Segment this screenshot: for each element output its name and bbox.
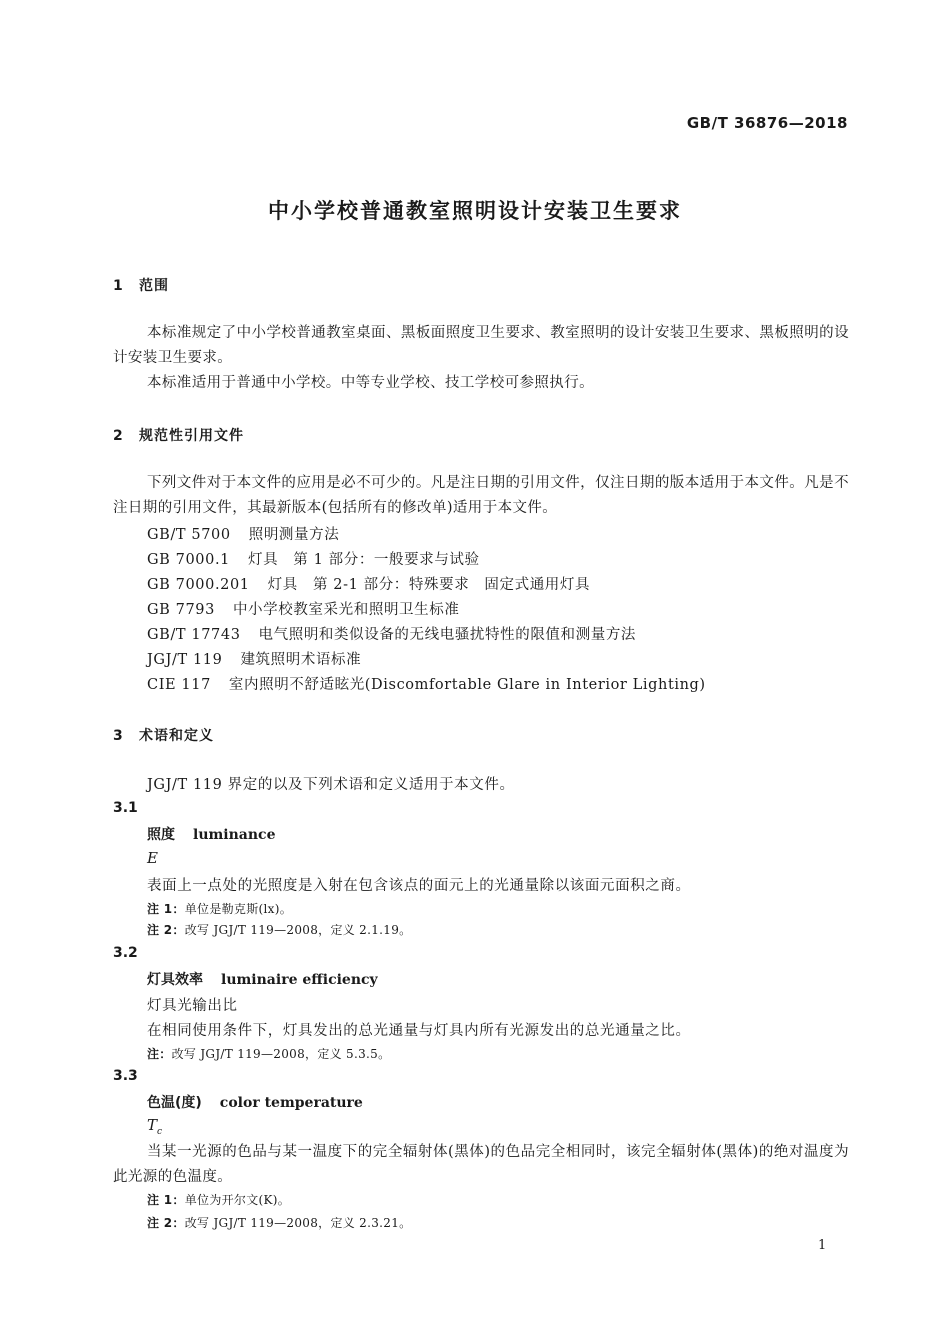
term-heading <box>147 1092 363 1112</box>
section-2-heading <box>113 425 244 445</box>
note <box>147 1191 290 1208</box>
term-english: luminaire efficiency <box>221 972 378 988</box>
term-number: 3.3 <box>113 1068 138 1084</box>
term-chinese: 灯具效率 <box>147 972 203 988</box>
reference-title: 室内照明不舒适眩光(Discomfortable Glare in Interior Lighting) <box>228 677 706 693</box>
section-3-heading <box>113 725 214 745</box>
section-1-paragraph: 本标准规定了中小学校普通教室桌面、黑板面照度卫生要求、教室照明的设计安装卫生要求、黑板照明的设计安装卫生要求。 <box>113 325 849 366</box>
section-1-heading <box>113 275 169 295</box>
note <box>147 1214 411 1231</box>
reference-title: 电气照明和类似设备的无线电骚扰特性的限值和测量方法 <box>258 627 637 643</box>
note-text: 单位为开尔文(K)。 <box>184 1193 291 1207</box>
section-title: 术语和定义 <box>139 728 214 744</box>
note-text: 改写 JGJ/T 119—2008，定义 2.3.21。 <box>184 1216 412 1230</box>
reference-title: 灯具 第 1 部分：一般要求与试验 <box>247 552 480 568</box>
term-english: luminance <box>193 827 276 843</box>
term-chinese: 色温(度) <box>147 1095 202 1111</box>
reference-code: CIE 117 <box>147 677 211 693</box>
reference-code: JGJ/T 119 <box>147 652 223 668</box>
reference-item <box>147 523 339 544</box>
section-title: 规范性引用文件 <box>139 428 244 444</box>
term-symbol: E <box>147 849 158 867</box>
note-label: 注 2： <box>147 1216 185 1230</box>
section-1-paragraph: 本标准适用于普通中小学校。中等专业学校、技工学校可参照执行。 <box>147 375 594 391</box>
term-number: 3.2 <box>113 945 138 961</box>
section-title: 范围 <box>139 278 169 294</box>
term-definition: 表面上一点处的光照度是入射在包含该点的面元上的光通量除以该面元面积之商。 <box>147 878 691 894</box>
term-heading <box>147 969 378 989</box>
reference-code: GB 7000.201 <box>147 577 250 593</box>
reference-title: 照明测量方法 <box>248 527 340 543</box>
note <box>147 921 411 938</box>
reference-item <box>147 623 636 644</box>
reference-title: 中小学校教室采光和照明卫生标准 <box>232 602 460 618</box>
reference-item <box>147 673 706 694</box>
note-label: 注 1： <box>147 1193 185 1207</box>
section-2-intro: 下列文件对于本文件的应用是必不可少的。凡是注日期的引用文件，仅注日期的版本适用于本文件。凡是不注日期的引用文件，其最新版本(包括所有的修改单)适用于本文件。 <box>113 475 849 516</box>
term-alternative: 灯具光输出比 <box>147 998 238 1014</box>
note-label: 注 1： <box>147 902 185 916</box>
reference-item <box>147 648 361 669</box>
reference-code: GB 7793 <box>147 602 215 618</box>
standard-number: GB/T 36876—2018 <box>686 114 848 132</box>
reference-code: GB/T 5700 <box>147 527 231 543</box>
term-heading <box>147 824 276 844</box>
term-definition: 当某一光源的色品与某一温度下的完全辐射体(黑体)的色品完全相同时，该完全辐射体(黑体)的绝对温度为此光源的色温度。 <box>113 1144 849 1185</box>
reference-code: GB/T 17743 <box>147 627 241 643</box>
term-definition: 在相同使用条件下，灯具发出的总光通量与灯具内所有光源发出的总光通量之比。 <box>147 1023 691 1039</box>
reference-title: 灯具 第 2-1 部分：特殊要求 固定式通用灯具 <box>267 577 591 593</box>
symbol-subscript: c <box>157 1127 163 1137</box>
term-english: color temperature <box>219 1095 363 1111</box>
section-number: 3 <box>113 728 124 744</box>
note-text: 单位是勒克斯(lx)。 <box>184 902 293 916</box>
note <box>147 1045 390 1062</box>
note-label: 注 2： <box>147 923 185 937</box>
reference-item <box>147 573 590 594</box>
term-number: 3.1 <box>113 800 138 816</box>
document-title: 中小学校普通教室照明设计安装卫生要求 <box>268 199 682 223</box>
reference-item <box>147 598 459 619</box>
note-label: 注： <box>147 1047 172 1061</box>
note-text: 改写 JGJ/T 119—2008，定义 5.3.5。 <box>171 1047 391 1061</box>
reference-item <box>147 548 480 569</box>
note-text: 改写 JGJ/T 119—2008，定义 2.1.19。 <box>184 923 412 937</box>
section-number: 2 <box>113 428 124 444</box>
section-number: 1 <box>113 278 124 294</box>
term-chinese: 照度 <box>147 827 175 843</box>
reference-title: 建筑照明术语标准 <box>240 652 362 668</box>
section-3-intro: JGJ/T 119 界定的以及下列术语和定义适用于本文件。 <box>147 777 515 793</box>
reference-code: GB 7000.1 <box>147 552 230 568</box>
symbol-main: T <box>147 1116 158 1134</box>
page-number: 1 <box>818 1238 827 1253</box>
note <box>147 900 292 917</box>
term-symbol <box>147 1116 162 1137</box>
